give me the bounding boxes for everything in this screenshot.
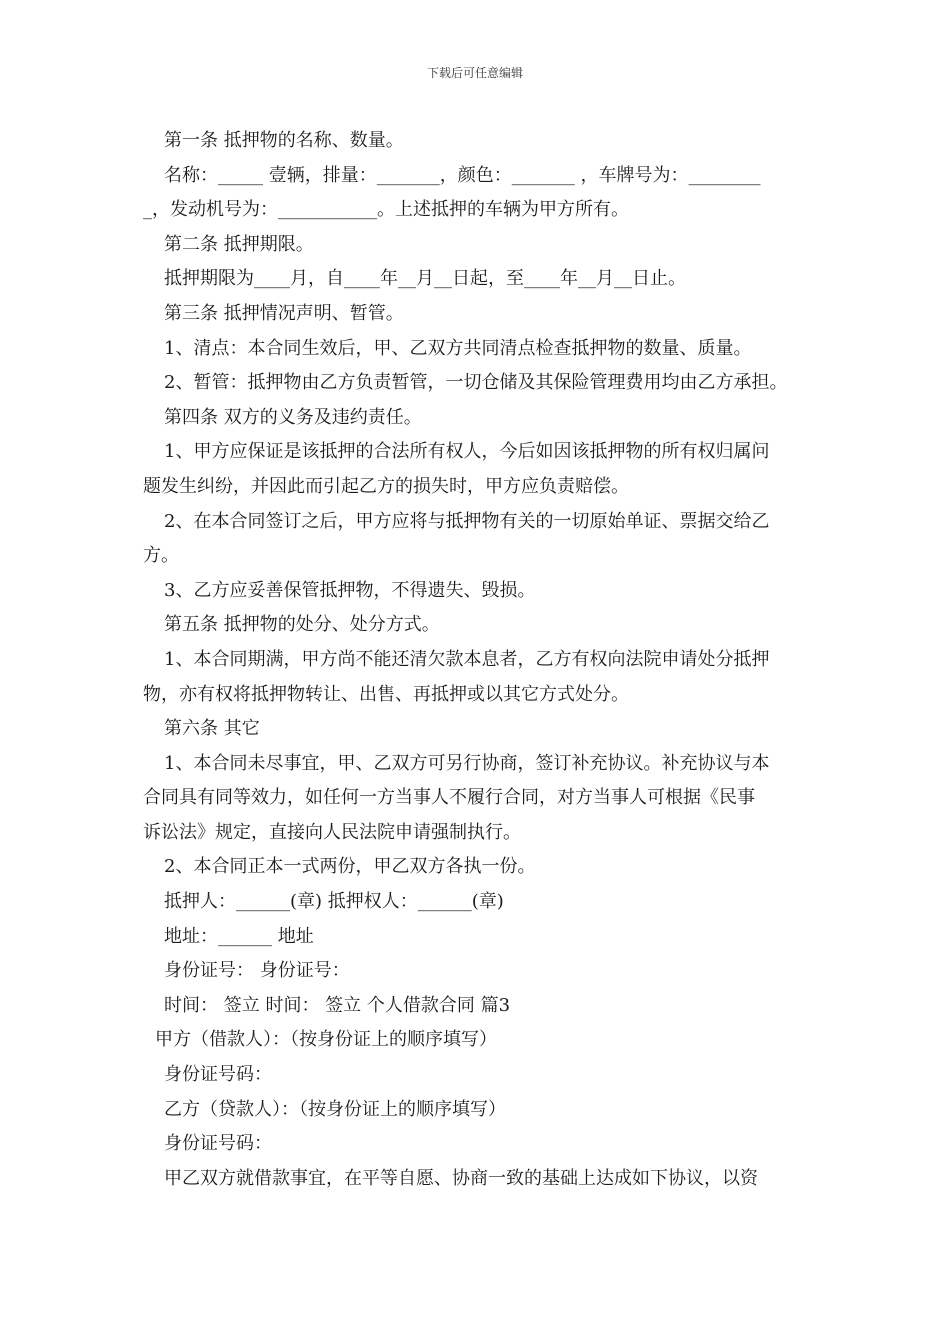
paragraph-line: 1、清点：本合同生效后，甲、乙双方共同清点检查抵押物的数量、质量。 bbox=[164, 337, 752, 359]
article-heading: 第五条 抵押物的处分、处分方式。 bbox=[164, 614, 440, 636]
address-line: 地址：______ 地址 bbox=[164, 925, 314, 947]
paragraph-line: 物，亦有权将抵押物转让、出售、再抵押或以其它方式处分。 bbox=[143, 683, 629, 705]
paragraph-line: 2、在本合同签订之后，甲方应将与抵押物有关的一切原始单证、票据交给乙 bbox=[164, 510, 770, 532]
date-line: 时间： 签立 时间： 签立 个人借款合同 篇3 bbox=[164, 994, 511, 1016]
article-heading: 第四条 双方的义务及违约责任。 bbox=[164, 406, 422, 428]
article-heading: 第一条 抵押物的名称、数量。 bbox=[164, 130, 404, 151]
paragraph-line: 题发生纠纷，并因此而引起乙方的损失时，甲方应负责赔偿。 bbox=[143, 475, 629, 497]
paragraph-line: 名称：_____ 壹辆，排量：_______，颜色：_______ ，车牌号为：________ bbox=[164, 164, 761, 186]
signature-line: 抵押人：______(章) 抵押权人：______(章) bbox=[164, 891, 504, 913]
paragraph-line: 1、本合同未尽事宜，甲、乙双方可另行协商，签订补充协议。补充协议与本 bbox=[164, 752, 770, 774]
page-header: 下载后可任意编辑 bbox=[426, 66, 523, 80]
party-b-line: 乙方（贷款人）：（按身份证上的顺序填写） bbox=[164, 1098, 506, 1120]
id-number-line: 身份证号： 身份证号： bbox=[164, 960, 350, 982]
paragraph-line: 1、本合同期满，甲方尚不能还清欠款本息者，乙方有权向法院申请处分抵押 bbox=[164, 648, 770, 670]
paragraph-line: 2、本合同正本一式两份，甲乙双方各执一份。 bbox=[164, 856, 536, 878]
article-heading: 第三条 抵押情况声明、暂管。 bbox=[164, 302, 404, 324]
document-body bbox=[143, 124, 823, 1196]
paragraph-line: 3、乙方应妥善保管抵押物，不得遗失、毁损。 bbox=[164, 579, 536, 601]
paragraph-line: 诉讼法》规定，直接向人民法院申请强制执行。 bbox=[143, 821, 521, 843]
paragraph-line: 2、暂管：抵押物由乙方负责暂管，一切仓储及其保险管理费用均由乙方承担。 bbox=[164, 372, 788, 394]
article-heading: 第六条 其它 bbox=[164, 718, 260, 740]
article-heading: 第二条 抵押期限。 bbox=[164, 233, 314, 255]
paragraph-line: 抵押期限为____月，自____年__月__日起，至____年__月__日止。 bbox=[164, 268, 686, 290]
id-number-line: 身份证号码： bbox=[164, 1064, 272, 1086]
party-a-line: 甲方（借款人）：（按身份证上的顺序填写） bbox=[155, 1029, 497, 1051]
id-number-line: 身份证号码： bbox=[164, 1133, 272, 1155]
paragraph-line: 方。 bbox=[143, 545, 179, 567]
paragraph-line: _，发动机号为：___________。上述抵押的车辆为甲方所有。 bbox=[143, 199, 629, 221]
paragraph-line: 1、甲方应保证是该抵押的合法所有权人，今后如因该抵押物的所有权归属问 bbox=[164, 441, 770, 463]
paragraph-line: 甲乙双方就借款事宜，在平等自愿、协商一致的基础上达成如下协议，以资 bbox=[164, 1167, 758, 1189]
paragraph-line: 合同具有同等效力，如任何一方当事人不履行合同，对方当事人可根据《民事 bbox=[143, 787, 755, 809]
